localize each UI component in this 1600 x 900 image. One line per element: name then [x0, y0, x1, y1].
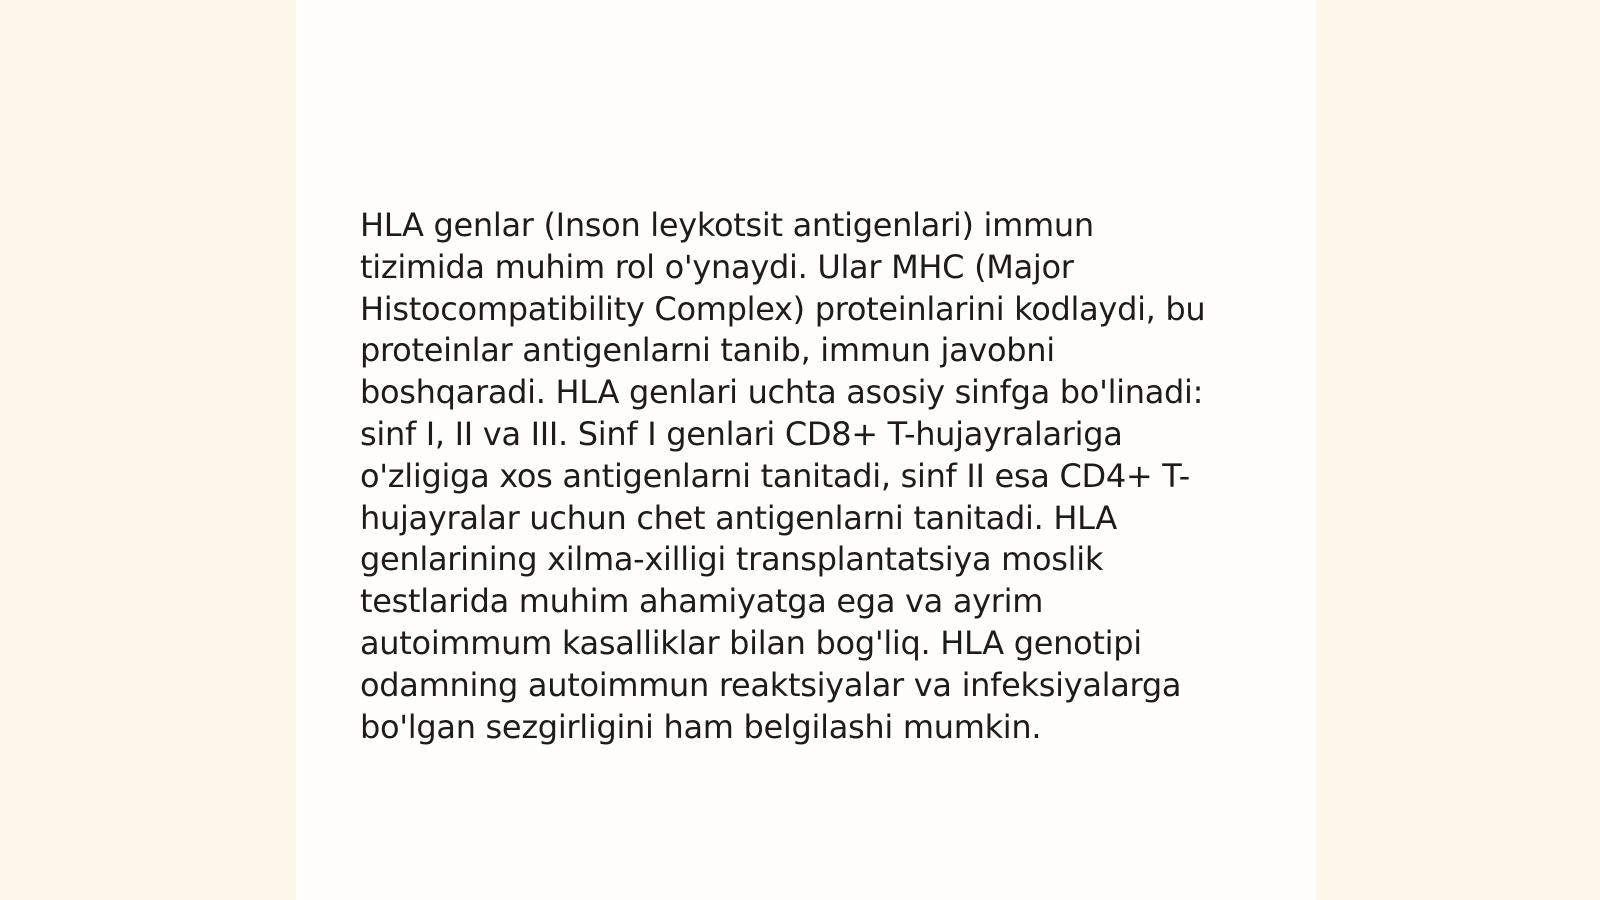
paragraph-line: tizimida muhim rol o'ynaydi. Ular MHC (Major [360, 247, 1074, 286]
paragraph-line: sinf I, II va III. Sinf I genlari CD8+ T-hujayralariga [360, 414, 1123, 453]
paragraph-line: bo'lgan sezgirligini ham belgilashi mumkin. [360, 707, 1042, 746]
paragraph-line: HLA genlar (Inson leykotsit antigenlari) immun [360, 206, 1094, 244]
paragraph-line: proteinlar antigenlarni tanib, immun javobni [360, 331, 1055, 370]
paragraph-line: autoimmum kasalliklar bilan bog'liq. HLA genotipi [360, 623, 1142, 662]
paragraph-line: Histocompatibility Complex) proteinlarini kodlaydi, bu [360, 289, 1206, 328]
document-page [296, 0, 1316, 900]
paragraph-line: boshqaradi. HLA genlari uchta asosiy sinfga bo'linadi: [360, 373, 1204, 412]
paragraph-line: o'zligiga xos antigenlarni tanitadi, sinf II esa CD4+ T- [360, 456, 1190, 495]
body-paragraph [360, 205, 1260, 748]
paragraph-line: genlarining xilma-xilligi transplantatsiya moslik [360, 540, 1104, 579]
paragraph-line: hujayralar uchun chet antigenlarni tanitadi. HLA [360, 498, 1117, 537]
paragraph-line: testlarida muhim ahamiyatga ega va ayrim [360, 582, 1044, 621]
paragraph-line: odamning autoimmun reaktsiyalar va infeksiyalarga [360, 665, 1182, 704]
